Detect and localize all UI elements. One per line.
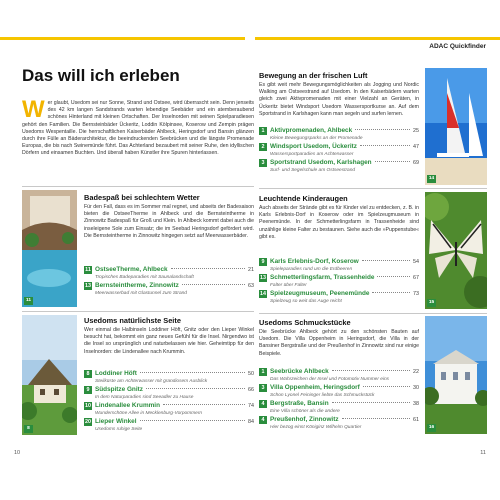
entry-name: Preußenhof, Zinnowitz <box>270 416 339 423</box>
entries-kinderaugen <box>259 258 419 306</box>
entry-number: 4 <box>259 400 267 408</box>
section-text-kinderaugen: Auch abseits der Strände gibt es für Kinder viel zu entdecken, z. B. in Karls Erlebnis-Dorf in Koserow oder im Spielzeugmuseum in Peenemünde. In der Schmetterlingsfarm in Trassenheide sind unzählige kleine Falter zu bestaunen. Siehe auch die »Puppenstube« gibt es. <box>259 205 419 240</box>
list-item[interactable] <box>259 400 419 414</box>
entry-number: 13 <box>260 275 266 281</box>
sailing-photo <box>425 68 487 185</box>
entry-name: Loddiner Höft <box>95 370 137 377</box>
entry-name: OstseeTherme, Ahlbeck <box>95 266 168 273</box>
entry-description: Schon Lyonel Feininger liebte das Schmuckstück <box>270 393 375 398</box>
entry-page: 38 <box>413 401 419 407</box>
entry-number: 20 <box>85 419 91 425</box>
page-title: Das will ich erleben <box>22 66 180 85</box>
entry-name: Lieper Winkel <box>95 418 137 425</box>
photo-badge: 11 <box>25 298 32 303</box>
dot-leader <box>363 386 410 387</box>
divider <box>259 313 487 314</box>
dot-leader <box>342 418 410 419</box>
dot-leader <box>355 129 410 130</box>
list-item[interactable] <box>84 386 254 400</box>
butterfly-photo <box>425 192 487 309</box>
section-title-badespass: Badespaß bei schlechtem Wetter <box>84 193 200 202</box>
entry-number: 9 <box>84 386 92 394</box>
entry-description: Spieleparadies rund um die Erdbeeren <box>270 267 353 272</box>
entry-name: Schmetterlingsfarm, Trassenheide <box>270 274 375 281</box>
intro-dropcap: W <box>22 96 45 123</box>
entry-number: 3 <box>259 384 267 392</box>
section-title-bewegung: Bewegung an der frischen Luft <box>259 71 368 80</box>
entries-bewegung <box>259 127 419 175</box>
dot-leader <box>140 420 246 421</box>
entry-description: Spielzeug so weit das Auge reicht <box>270 299 342 304</box>
list-item[interactable] <box>259 127 419 141</box>
entry-description: Falter über Falter <box>270 283 307 288</box>
therme-photo <box>22 190 77 307</box>
header-rule-left <box>0 37 245 40</box>
thatched-house-illustration <box>22 315 77 435</box>
divider <box>22 186 254 187</box>
landscape-photo <box>22 315 77 435</box>
entries-badespass <box>84 266 254 298</box>
entry-name: Villa Oppenheim, Heringsdorf <box>270 384 360 391</box>
dot-leader <box>372 292 410 293</box>
entry-description: Kleine Bewegungsparks an der Promenade <box>270 136 363 141</box>
dot-leader <box>362 260 410 261</box>
entry-number: 1 <box>259 127 267 135</box>
dot-leader <box>146 388 245 389</box>
dot-leader <box>171 268 245 269</box>
dot-leader <box>375 161 410 162</box>
entry-page: 67 <box>413 275 419 281</box>
entry-page: 50 <box>248 371 254 377</box>
dot-leader <box>163 404 245 405</box>
entry-number: 8 <box>84 370 92 378</box>
entry-description: Tropisches Badeparadies mit Saunalandschaft <box>95 275 194 280</box>
entry-page: 74 <box>248 403 254 409</box>
section-text-badespass: Für den Fall, dass es im Sommer mal regnet, und abseits der Badesaison bieten die OstseeTherme in Ahlbeck und die Bernsteintherme in Zinnowitz Badespaß für Groß und Klein. In Ahlbeck kommt dabei auch die inseleigene Sole zum Einsatz; die im Seebad Heringsdorf gefördert wird. Die Bernsteintherme in Zinnowitz hingegen setzt auf Meerwasserbäder. <box>84 204 254 239</box>
list-item[interactable] <box>259 159 419 173</box>
list-item[interactable] <box>259 290 419 304</box>
list-item[interactable] <box>259 384 419 398</box>
entry-name: Bernsteintherme, Zinnowitz <box>95 282 179 289</box>
list-item[interactable] <box>84 402 254 416</box>
page-number-right: 11 <box>480 450 486 456</box>
catamaran-illustration <box>425 68 487 185</box>
entry-page: 21 <box>248 267 254 273</box>
divider <box>259 188 487 189</box>
photo-badge: 14 <box>428 176 435 181</box>
entry-number: 9 <box>259 258 267 266</box>
entry-number: 2 <box>259 143 267 151</box>
entry-number: 4 <box>259 416 267 424</box>
entry-page: 66 <box>248 387 254 393</box>
entry-number: 10 <box>85 403 91 409</box>
section-title-kinderaugen: Leuchtende Kinderaugen <box>259 194 348 203</box>
entry-name: Spielzeugmuseum, Peenemünde <box>270 290 370 297</box>
entry-page: 84 <box>248 419 254 425</box>
entry-name: Karls Erlebnis-Dorf, Koserow <box>270 258 359 265</box>
section-title-natuerlich: Usedoms natürlichste Seite <box>84 316 181 325</box>
entry-description: Wunderschöne Allee in Mecklenburg-Vorpommern <box>95 411 203 416</box>
list-item[interactable] <box>259 143 419 157</box>
entry-description: Meerwasserbad mit Glastunnel zum Strand <box>95 291 187 296</box>
entry-page: 47 <box>413 144 419 150</box>
therme-illustration <box>22 190 77 307</box>
entry-page: 30 <box>413 385 419 391</box>
butterfly-illustration <box>425 192 487 309</box>
intro-text: er glaubt, Usedom sei nur Sonne, Strand und Ostsee, wird überrascht sein. Denn jenseits des 42 km langen Sandstrands warten lebendige Seebäder und ein atemberaubend schönes Hinterland mit kleinen Ortschaften. Der Inselnorden mit seinen Spielparadiesen gehört den Familien. Die Bernsteinbäder Ückeritz, Loddin Kölpinsee, Koserow und Zempin prägen Usedoms Wespentaille. Die herrschaftlichen Kaiserbäder Ahlbeck, Heringsdorf und Bansin glänzen durch ihre Fülle an Bäderarchitektur, die beeindruckenden Seebrücken und die längste Promenade Europas, die bis nach Swinemünde führt. Das Achterland bezaubert mit seiner Ruhe, den idyllischen Dörfern und einsamen Buchten. Und überall haben Künstler ihre Spuren hinterlassen. <box>22 100 254 157</box>
list-item[interactable] <box>84 266 254 280</box>
entries-schmuck <box>259 368 419 432</box>
entry-name: Sportstrand Usedom, Karlshagen <box>270 159 372 166</box>
entry-page: 69 <box>413 160 419 166</box>
dot-leader <box>360 145 410 146</box>
list-item[interactable] <box>259 416 419 430</box>
entry-number: 1 <box>259 368 267 376</box>
page-number-left: 10 <box>14 450 21 456</box>
dot-leader <box>377 276 410 277</box>
entry-page: 73 <box>413 291 419 297</box>
dot-leader <box>182 284 245 285</box>
list-item[interactable] <box>259 274 419 288</box>
entry-name: Seebrücke Ahlbeck <box>270 368 329 375</box>
entry-page: 25 <box>413 128 419 134</box>
divider <box>22 311 254 312</box>
entry-number: 14 <box>260 291 266 297</box>
header-rule-right <box>255 37 500 40</box>
photo-badge: 8 <box>24 425 33 433</box>
entry-description: Usedoms ruhige Seite <box>95 427 143 432</box>
entry-number: 11 <box>85 267 91 273</box>
entry-description: Surf- und Segelschule am Ostseestrand <box>270 168 356 173</box>
photo-badge: 15 <box>428 300 435 305</box>
entry-description: Steilküste am Achterwasser mit grandiosem Ausblick <box>95 379 208 384</box>
dot-leader <box>140 372 245 373</box>
entry-name: Windsport Usedom, Ückeritz <box>270 143 357 150</box>
section-text-natuerlich: Wer einmal die Halbinseln Loddiner Höft, Gnitz oder den Lieper Winkel besucht hat, bekommt ein ganz neues Gefühl für die Insel. Nirgendwo ist die Insel so ursprünglich und naturbelassen wie hier. Geheimtipp für den Inselnorden: die Lindenallee nach Krummin. <box>84 327 254 355</box>
photo-badge: 16 <box>428 425 435 430</box>
entry-description: Eine Villa schöner als die andere <box>270 409 340 414</box>
section-text-schmuck: Die Seebrücke Ahlbeck gehört zu den schönsten Bauten auf Usedom. Die Villa Oppenheim in Heringsdorf, die Villa in der Bansiner Bergstraße und der Preußenhof in Zinnowitz sind nur einige Beispiele. <box>259 329 419 357</box>
section-title-schmuck: Usedoms Schmuckstücke <box>259 318 351 327</box>
list-item[interactable] <box>84 282 254 296</box>
entry-page: 63 <box>248 283 254 289</box>
entry-name: Aktivpromenaden, Ahlbeck <box>270 127 353 134</box>
list-item[interactable] <box>84 418 254 432</box>
entries-natuerlich <box>84 370 254 434</box>
entry-description: Das Wahrzeichen der Insel und Fotomotiv Nummer eins <box>270 377 390 382</box>
entry-page: 22 <box>413 369 419 375</box>
dot-leader <box>332 370 410 371</box>
entry-name: Lindenallee Krummin <box>95 402 160 409</box>
entry-number: 13 <box>85 283 91 289</box>
list-item[interactable] <box>259 368 419 382</box>
dot-leader <box>332 402 410 403</box>
list-item[interactable] <box>84 370 254 384</box>
entry-description: Hier bezog einst Königinz Wilhelm Quartier <box>270 425 362 430</box>
entry-page: 54 <box>413 259 419 265</box>
entry-description: Wassersportparadies am Achterwasser <box>270 152 354 157</box>
entry-page: 61 <box>413 417 419 423</box>
entry-name: Südspitze Gnitz <box>95 386 143 393</box>
entry-description: In dem Naturparadies sind Seeadler zu Hause <box>95 395 194 400</box>
entry-name: Bergstraße, Bansin <box>270 400 329 407</box>
list-item[interactable] <box>259 258 419 272</box>
section-text-bewegung: Es gibt weit mehr Bewegungsmöglichkeiten als Jogging und Nordic Walking am Ostseestrand auf Usedom. In den Kaiserbädern warten gleich zwei Aktivpromenaden mit einer Vielzahl an Geräten, in Ückeritz bietet Windsport Usedom Wassersportkurse an. Auf dem Sportstrand in Karlshagen kann man segeln und surfen lernen. <box>259 82 419 117</box>
intro-paragraph <box>22 96 254 158</box>
quickfinder-label: ADAC Quickfinder <box>429 43 486 50</box>
villa-photo <box>425 316 487 434</box>
entry-number: 3 <box>259 159 267 167</box>
villa-illustration <box>425 316 487 434</box>
